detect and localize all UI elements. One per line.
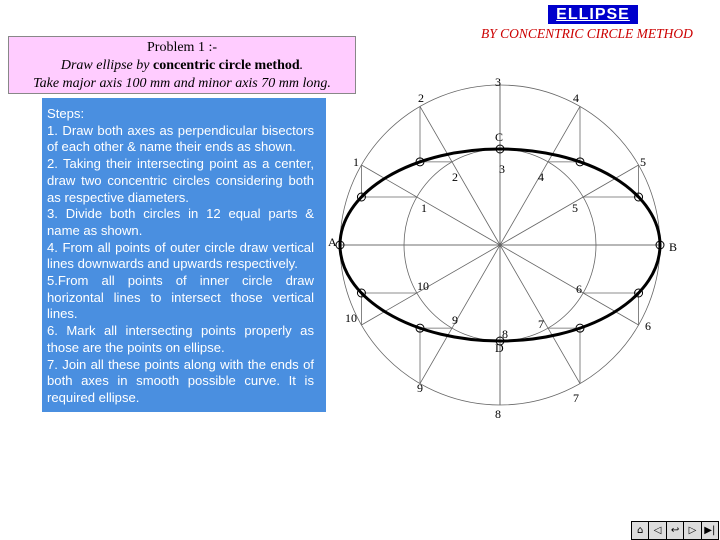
step-4: 4. From all points of outer circle draw vertical lines downwards and upwards respectively.: [47, 239, 314, 272]
slide-title: ELLIPSE: [548, 5, 638, 24]
step-5: 5.From all points of inner circle draw horizontal lines to intersect those vertical lines.: [47, 273, 314, 322]
label-d: D: [495, 341, 504, 355]
outer-label-8: 8: [495, 407, 501, 421]
problem-heading: Problem 1 :-: [147, 40, 217, 55]
radial-line: [361, 165, 500, 245]
inner-label-9: 9: [452, 313, 458, 327]
problem-line-dimensions: Take major axis 100 mm and minor axis 70 mm long.: [33, 76, 331, 91]
outer-label-4: 4: [573, 91, 579, 105]
outer-label-6: 6: [645, 319, 651, 333]
radial-line: [500, 245, 639, 325]
home-icon[interactable]: ⌂: [632, 522, 649, 539]
inner-label-8: 8: [502, 327, 508, 341]
outer-label-3: 3: [495, 75, 501, 89]
inner-label-5: 5: [572, 201, 578, 215]
outer-label-9: 9: [417, 381, 423, 395]
end-icon[interactable]: ▶|: [704, 525, 716, 536]
step-2: 2. Taking their intersecting point as a center, draw two concentric circles considering both as respective diameters.: [47, 156, 314, 205]
inner-label-10: 10: [417, 279, 429, 293]
steps-heading: Steps:: [47, 106, 85, 121]
outer-label-5: 5: [640, 155, 646, 169]
inner-label-7: 7: [538, 317, 544, 331]
slide-navigation: [631, 521, 719, 540]
radial-line: [500, 245, 580, 384]
inner-label-6: 6: [576, 282, 582, 296]
step-6: 6. Mark all intersecting points properly as those are the points on ellipse.: [47, 323, 314, 355]
outer-label-2: 2: [418, 91, 424, 105]
radial-line: [361, 245, 500, 325]
problem-line-method-suffix: .: [299, 58, 304, 73]
inner-label-4: 4: [538, 170, 544, 184]
label-a: A: [328, 235, 337, 249]
prev-slide-icon[interactable]: ◁: [649, 522, 666, 539]
slide-subtitle: BY CONCENTRIC CIRCLE METHOD: [481, 26, 693, 41]
radial-line: [420, 106, 500, 245]
radial-line: [420, 245, 500, 384]
outer-label-1: 1: [353, 155, 359, 169]
radial-line: [500, 165, 639, 245]
problem-line-method-prefix: Draw ellipse by: [60, 58, 153, 73]
label-b: B: [669, 240, 678, 254]
inner-label-2: 2: [452, 170, 458, 184]
next-slide-icon[interactable]: ▷: [684, 522, 701, 539]
outer-label-7: 7: [573, 391, 579, 405]
inner-label-1: 1: [421, 201, 427, 215]
back-icon[interactable]: ↩: [667, 522, 684, 539]
step-7: 7. Join all these points along with the ends of both axes in smooth possible curve. It is required ellipse.: [47, 356, 314, 405]
label-c: C: [495, 130, 504, 144]
step-1: 1. Draw both axes as perpendicular bisectors of each other & name their ends as shown.: [47, 122, 314, 155]
step-3: 3. Divide both circles in 12 equal parts & name as shown.: [47, 206, 314, 238]
outer-label-10: 10: [345, 311, 357, 325]
inner-label-3: 3: [499, 162, 505, 176]
problem-line-method-name: concentric circle method: [152, 58, 300, 73]
